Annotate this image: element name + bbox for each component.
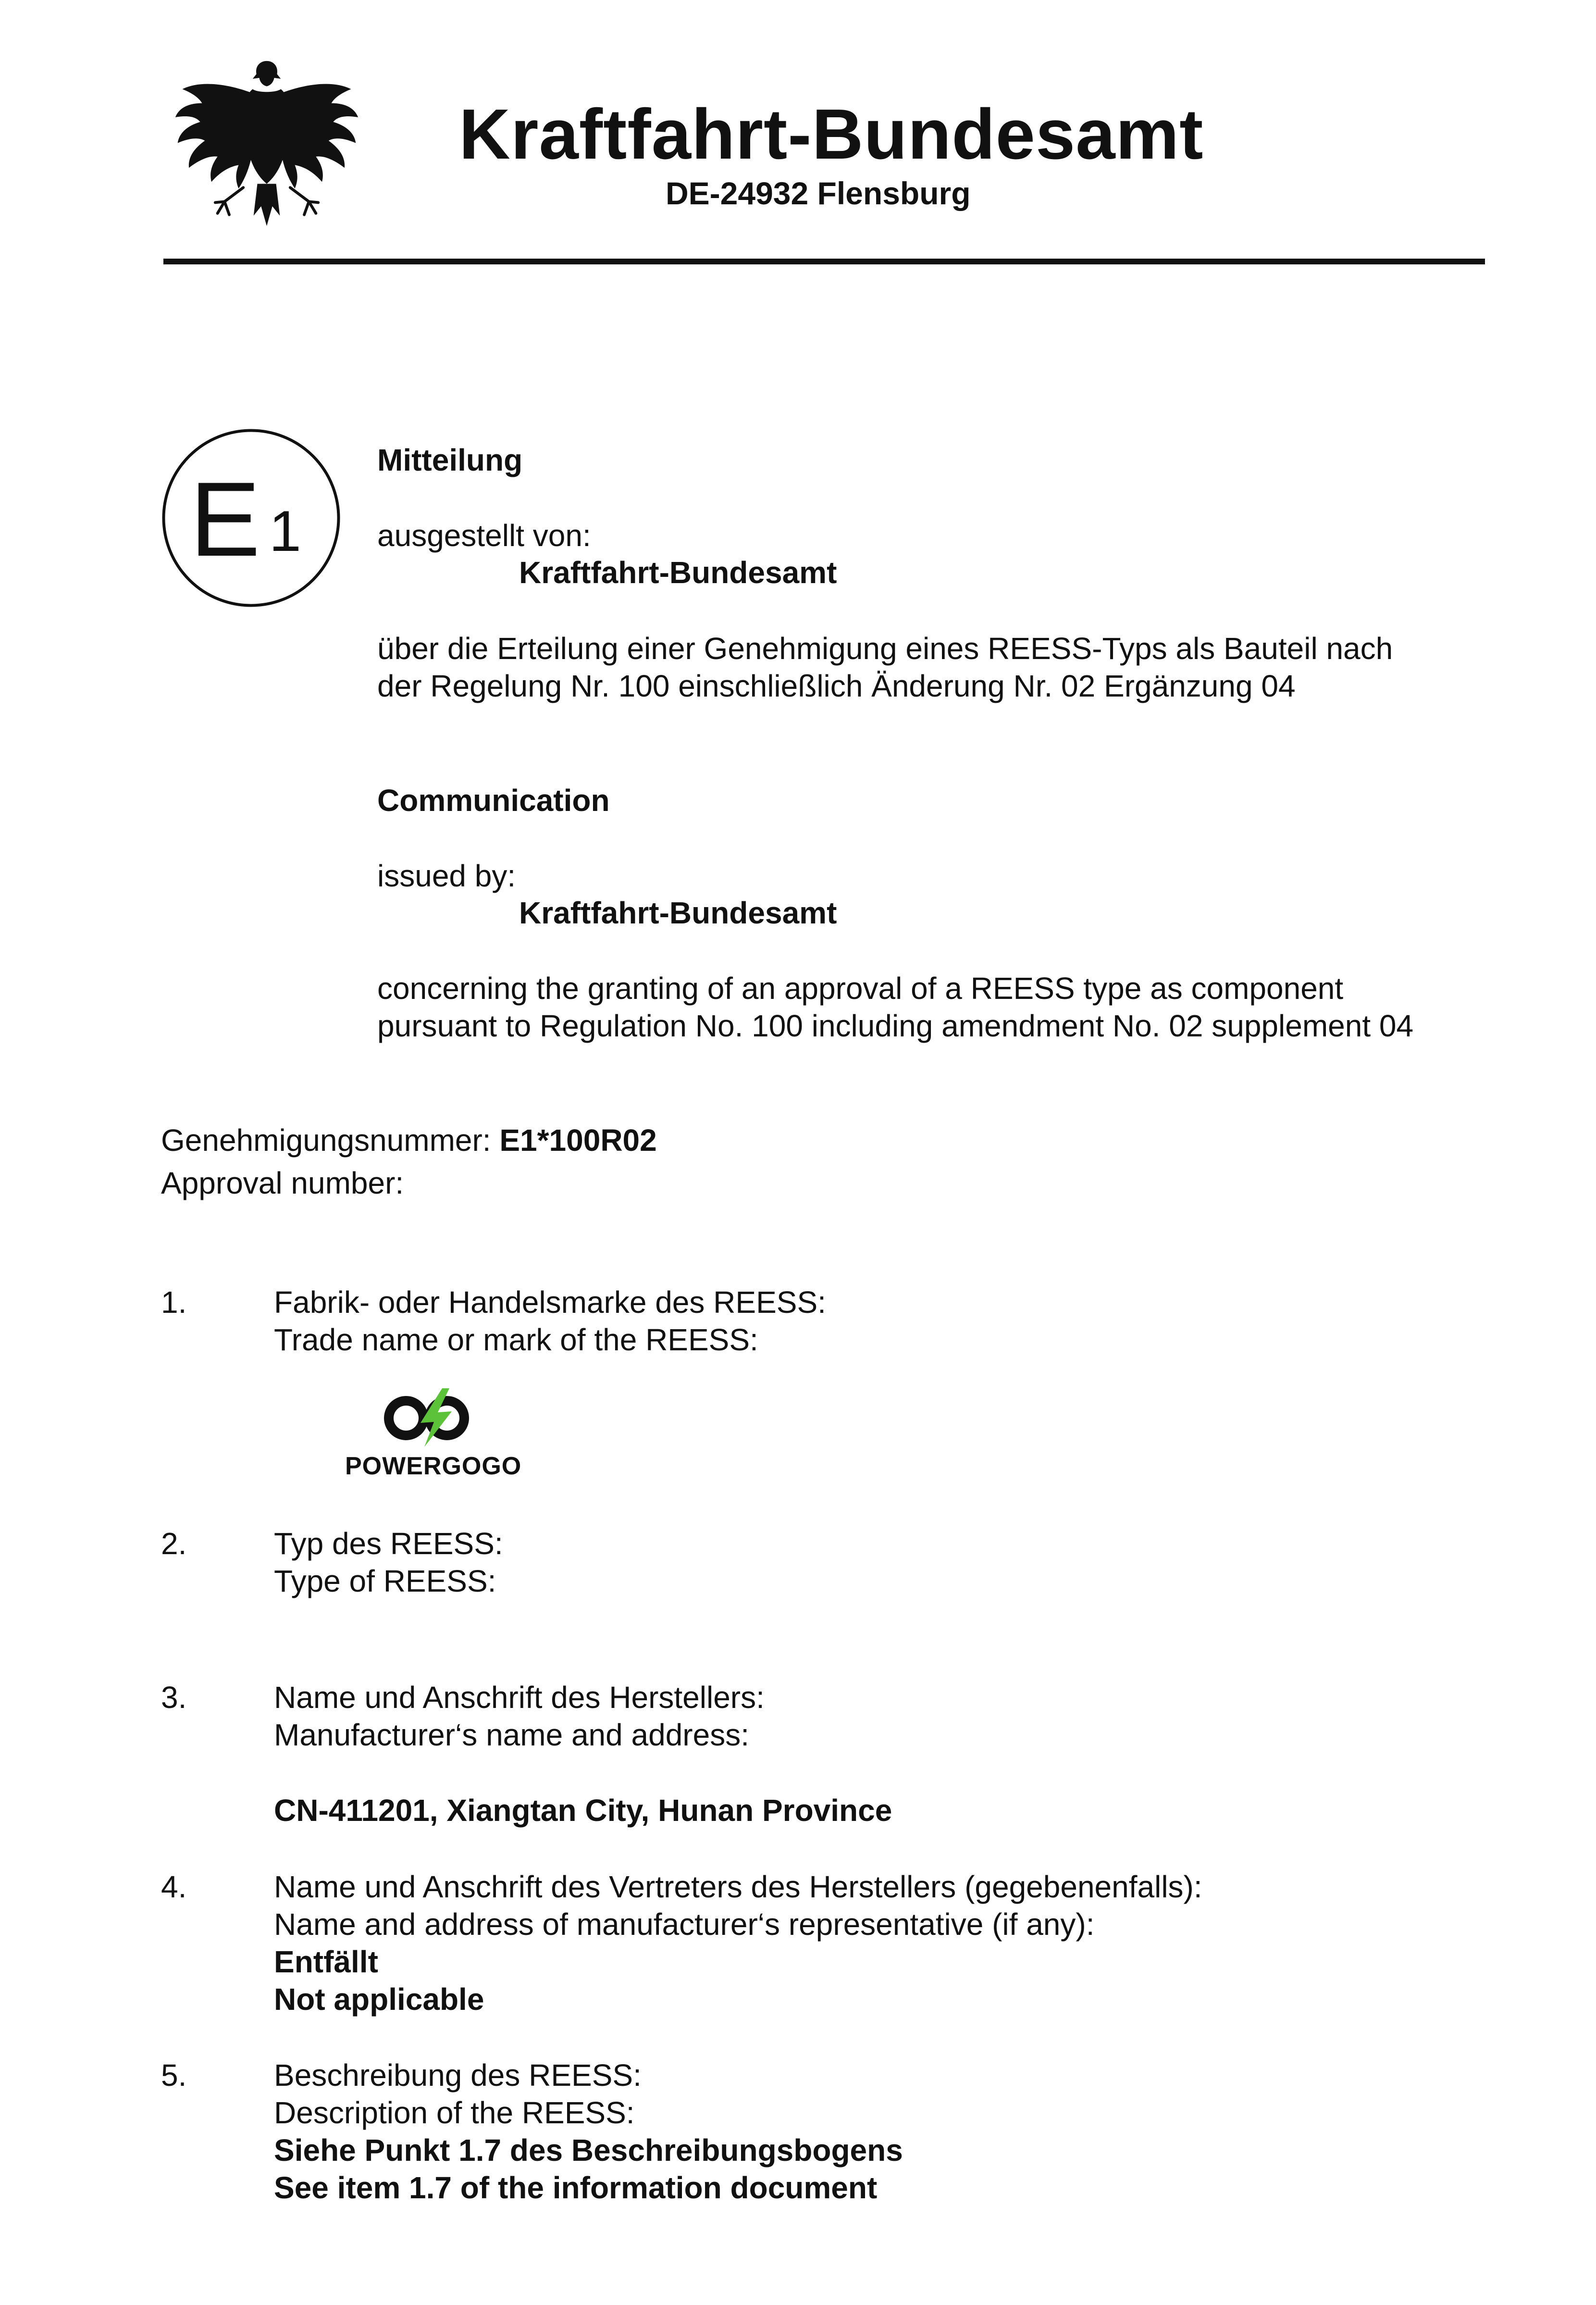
item-5-label-en: Description of the REESS:: [274, 2095, 635, 2130]
item-2-number: 2.: [161, 1526, 187, 1561]
german-issued-by-label: ausgestellt von:: [377, 518, 591, 553]
authority-address: DE-24932 Flensburg: [666, 175, 971, 211]
item-1-label-de: Fabrik- oder Handelsmarke des REESS:: [274, 1285, 826, 1320]
approval-number-label-de: Genehmigungsnummer:: [161, 1123, 491, 1158]
item-4-value-en: Not applicable: [274, 1982, 484, 2017]
german-concerning-line2: der Regelung Nr. 100 einschließlich Änderung Nr. 02 Ergänzung 04: [377, 669, 1296, 703]
approval-number-row: [161, 1121, 657, 1159]
item-2-label-en: Type of REESS:: [274, 1564, 496, 1598]
federal-eagle-icon: [173, 50, 360, 236]
english-concerning-line2: pursuant to Regulation No. 100 including amendment No. 02 supplement 04: [377, 1009, 1414, 1043]
authority-title: Kraftfahrt-Bundesamt: [459, 95, 1204, 174]
approval-number-label-en: Approval number:: [161, 1166, 404, 1200]
german-issuer: Kraftfahrt-Bundesamt: [519, 555, 837, 590]
item-5-label-de: Beschreibung des REESS:: [274, 2058, 642, 2093]
item-3-value: CN-411201, Xiangtan City, Hunan Province: [274, 1793, 892, 1828]
item-4-label-en: Name and address of manufacturer‘s representative (if any):: [274, 1907, 1095, 1942]
item-1-label-en: Trade name or mark of the REESS:: [274, 1322, 758, 1357]
item-5-value-de: Siehe Punkt 1.7 des Beschreibungsbogens: [274, 2133, 903, 2168]
german-heading: Mitteilung: [377, 443, 523, 477]
english-concerning-line1: concerning the granting of an approval of a REESS type as component: [377, 971, 1344, 1006]
item-4-number: 4.: [161, 1869, 187, 1904]
english-issued-by-label: issued by:: [377, 859, 516, 893]
english-issuer: Kraftfahrt-Bundesamt: [519, 896, 837, 930]
header-divider: [163, 259, 1485, 264]
e-mark-number: 1: [269, 499, 301, 563]
brand-logo-text: POWERGOGO: [345, 1452, 522, 1480]
item-3-number: 3.: [161, 1680, 187, 1715]
english-heading: Communication: [377, 783, 610, 818]
german-concerning-line1: über die Erteilung einer Genehmigung eines REESS-Typs als Bauteil nach: [377, 631, 1393, 666]
approval-number-value: E1*100R02: [499, 1123, 657, 1158]
item-3-label-de: Name und Anschrift des Herstellers:: [274, 1680, 765, 1715]
item-4-label-de: Name und Anschrift des Vertreters des Herstellers (gegebenenfalls):: [274, 1869, 1202, 1904]
item-5-value-en: See item 1.7 of the information document: [274, 2170, 878, 2205]
item-1-number: 1.: [161, 1285, 187, 1320]
item-5-number: 5.: [161, 2058, 187, 2093]
e-mark-letter: E: [190, 460, 260, 578]
item-3-label-en: Manufacturer‘s name and address:: [274, 1718, 749, 1752]
item-4-value-de: Entfällt: [274, 1944, 378, 1979]
item-2-label-de: Typ des REESS:: [274, 1526, 503, 1561]
